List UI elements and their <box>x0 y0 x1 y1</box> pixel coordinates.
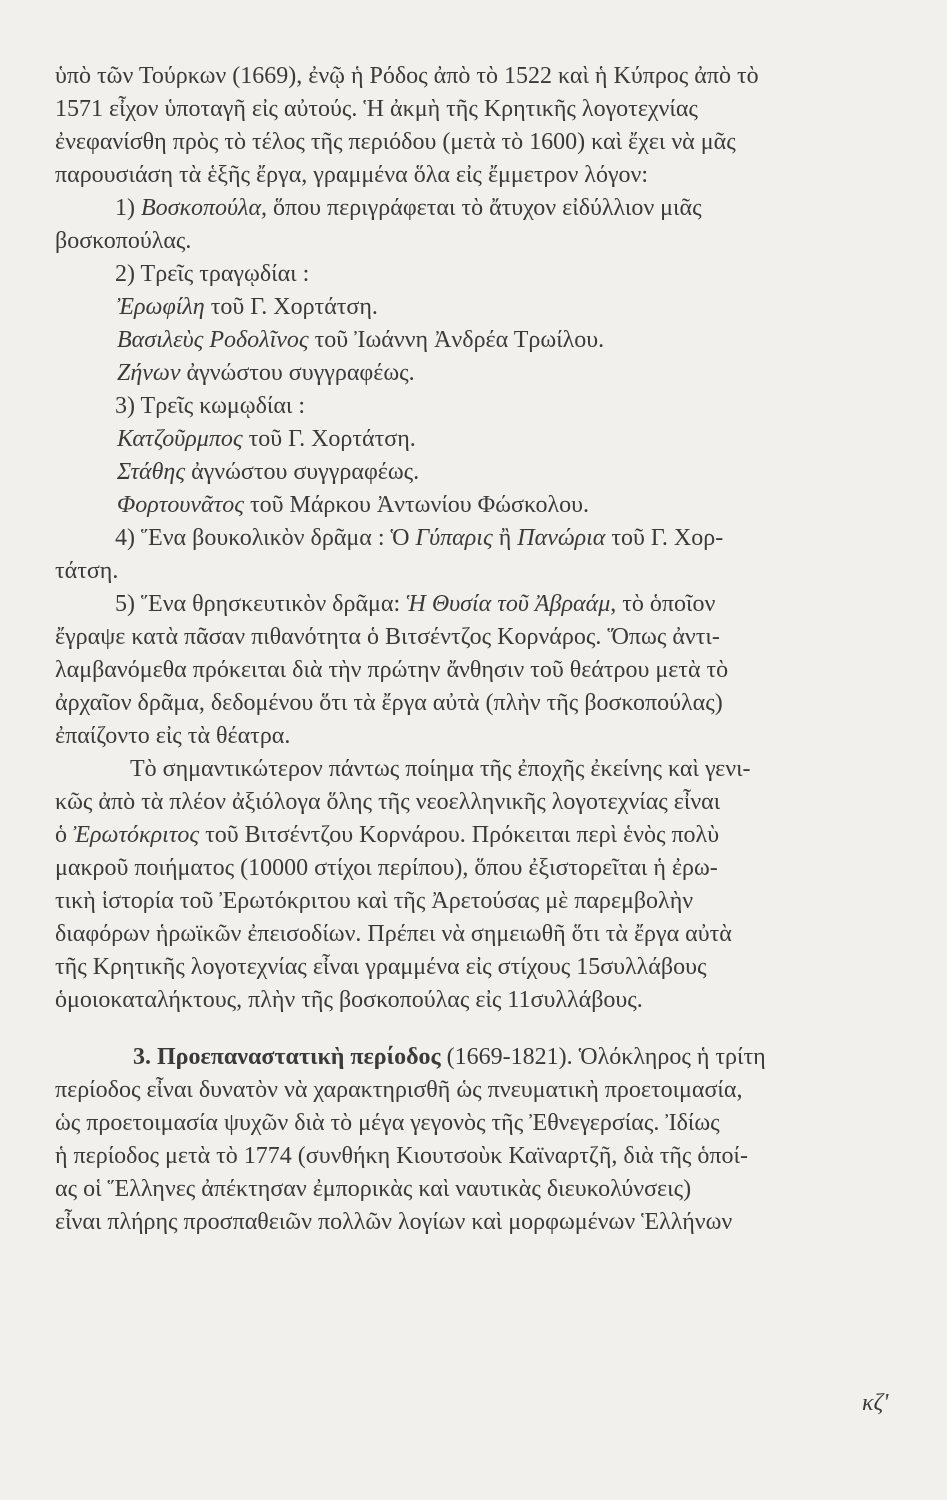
work-title: Ζήνων <box>117 360 181 386</box>
text-line <box>55 819 890 852</box>
text-line: ὑπὸ τῶν Τούρκων (1669), ἐνῷ ἡ Ρόδος ἀπὸ τὸ 1522 καὶ ἡ Κύπρος ἀπὸ τὸ <box>55 63 759 89</box>
work-author: τοῦ Γ. Χορτάτση. <box>242 426 416 452</box>
work-title: Βασιλεὺς Ροδολῖνος <box>117 327 309 353</box>
work-entry <box>55 357 890 390</box>
text-line: τάτση. <box>55 558 119 584</box>
item-text: ἢ <box>492 525 518 551</box>
work-entry <box>55 456 890 489</box>
work-title: Ἡ Θυσία τοῦ Ἀβραάμ <box>406 591 611 617</box>
list-item-3: 3) Τρεῖς κωμῳδίαι : <box>115 393 306 419</box>
work-entry <box>55 291 890 324</box>
text-line: μακροῦ ποιήματος (10000 στίχοι περίπου), ὅπου ἐξιστορεῖται ἡ ἐρω- <box>55 855 718 881</box>
work-title: Στάθης <box>117 459 186 485</box>
text-line: 1571 εἶχον ὑποταγῆ εἰς αὐτούς. Ἡ ἀκμὴ τῆς Κρητικῆς λογοτεχνίας <box>55 96 698 122</box>
work-title: Βοσκοπούλα, <box>141 195 268 221</box>
text-line: τικὴ ἱστορία τοῦ Ἐρωτόκριτου καὶ τῆς Ἀρετούσας μὲ παρεμβολὴν <box>55 888 694 914</box>
text-line: ἔγραψε κατὰ πᾶσαν πιθανότητα ὁ Βιτσέντζος Κορνάρος. Ὅπως ἀντι- <box>55 624 720 650</box>
list-item-1 <box>55 192 890 225</box>
item-text: 5) Ἕνα θρησκευτικὸν δρᾶμα: <box>115 591 407 617</box>
work-author: ἀγνώστου συγγραφέως. <box>180 360 415 386</box>
work-author: τοῦ Μάρκου Ἀντωνίου Φώσκολου. <box>243 492 590 518</box>
text-line: κῶς ἀπὸ τὰ πλέον ἀξιόλογα ὅλης τῆς νεοελληνικῆς λογοτεχνίας εἶναι <box>55 789 721 815</box>
work-title: Πανώρια <box>517 525 606 551</box>
text-line: εἶναι πλήρης προσπαθειῶν πολλῶν λογίων καὶ μορφωμένων Ἑλλήνων <box>55 1209 733 1235</box>
text-line: ἐνεφανίσθη πρὸς τὸ τέλος τῆς περιόδου (μετὰ τὸ 1600) καὶ ἔχει νὰ μᾶς <box>55 129 736 155</box>
section-heading-line <box>55 1041 890 1074</box>
work-title: Ἐρωφίλη <box>117 294 205 320</box>
list-item-2: 2) Τρεῖς τραγῳδίαι : <box>115 261 310 287</box>
list-item-4 <box>55 522 890 555</box>
text-line: βοσκοπούλας. <box>55 228 192 254</box>
text-line: περίοδος εἶναι δυνατὸν νὰ χαρακτηρισθῆ ὡς πνευματικὴ προετοιμασία, <box>55 1077 743 1103</box>
text-line: ἡ περίοδος μετὰ τὸ 1774 (συνθήκη Κιουτσοὺκ Καϊναρτζῆ, διὰ τῆς ὁποί- <box>55 1143 748 1169</box>
section-heading: 3. Προεπαναστατικὴ περίοδος <box>133 1044 441 1070</box>
body-text <box>55 60 890 1239</box>
item-text: , τὸ ὁποῖον <box>610 591 716 617</box>
text-line: ας οἱ Ἕλληνες ἀπέκτησαν ἐμπορικὰς καὶ ναυτικὰς διευκολύνσεις) <box>55 1176 692 1202</box>
work-entry <box>55 324 890 357</box>
item-text: τοῦ Βιτσέντζου Κορνάρου. Πρόκειται περὶ ἑνὸς πολὺ <box>199 822 720 848</box>
text-line: λαμβανόμεθα πρόκειται διὰ τὴν πρώτην ἄνθησιν τοῦ θεάτρου μετὰ τὸ <box>55 657 729 683</box>
work-author: τοῦ Ἰωάννη Ἀνδρέα Τρωίλου. <box>308 327 605 353</box>
text-line: ἐπαίζοντο εἰς τὰ θέατρα. <box>55 723 291 749</box>
work-author: τοῦ Γ. Χορτάτση. <box>204 294 378 320</box>
item-text: τοῦ Γ. Χορ- <box>605 525 724 551</box>
text-line: παρουσιάση τὰ ἑξῆς ἔργα, γραμμένα ὅλα εἰς ἔμμετρον λόγον: <box>55 162 649 188</box>
list-item-5 <box>55 588 890 621</box>
item-text: ὁ <box>55 822 73 848</box>
text-line: τῆς Κρητικῆς λογοτεχνίας εἶναι γραμμένα εἰς στίχους 15συλλάβους <box>55 954 707 980</box>
work-title: Φορτουνᾶτος <box>117 492 244 518</box>
text-line: διαφόρων ἡρωϊκῶν ἐπεισοδίων. Πρέπει νὰ σημειωθῆ ὅτι τὰ ἔργα αὐτὰ <box>55 921 732 947</box>
work-entry <box>55 423 890 456</box>
text-line: ἀρχαῖον δρᾶμα, δεδομένου ὅτι τὰ ἔργα αὐτὰ (πλὴν τῆς βοσκοπούλας) <box>55 690 723 716</box>
item-text: ὅπου περιγράφεται τὸ ἄτυχον εἰδύλλιον μιᾶς <box>267 195 702 221</box>
item-text: 4) Ἕνα βουκολικὸν δρᾶμα : Ὁ <box>115 525 416 551</box>
page-number: κζ' <box>862 1390 889 1416</box>
item-text: (1669-1821). Ὁλόκληρος ἡ τρίτη <box>440 1044 766 1070</box>
work-title: Γύπαρις <box>415 525 493 551</box>
work-title: Κατζοῦρμπος <box>117 426 243 452</box>
work-entry <box>55 489 890 522</box>
paragraph-start: Τὸ σημαντικώτερον πάντως ποίημα τῆς ἐποχῆς ἐκείνης καὶ γενι- <box>130 756 751 782</box>
work-author: ἀγνώστου συγγραφέως. <box>185 459 420 485</box>
work-title: Ἐρωτόκριτος <box>73 822 200 848</box>
item-number: 1) <box>115 195 141 221</box>
text-line: ὁμοιοκαταλήκτους, πλὴν τῆς βοσκοπούλας εἰς 11συλλάβους. <box>55 987 643 1013</box>
text-line: ὡς προετοιμασία ψυχῶν διὰ τὸ μέγα γεγονὸς τῆς Ἐθνεγερσίας. Ἰδίως <box>55 1110 720 1136</box>
